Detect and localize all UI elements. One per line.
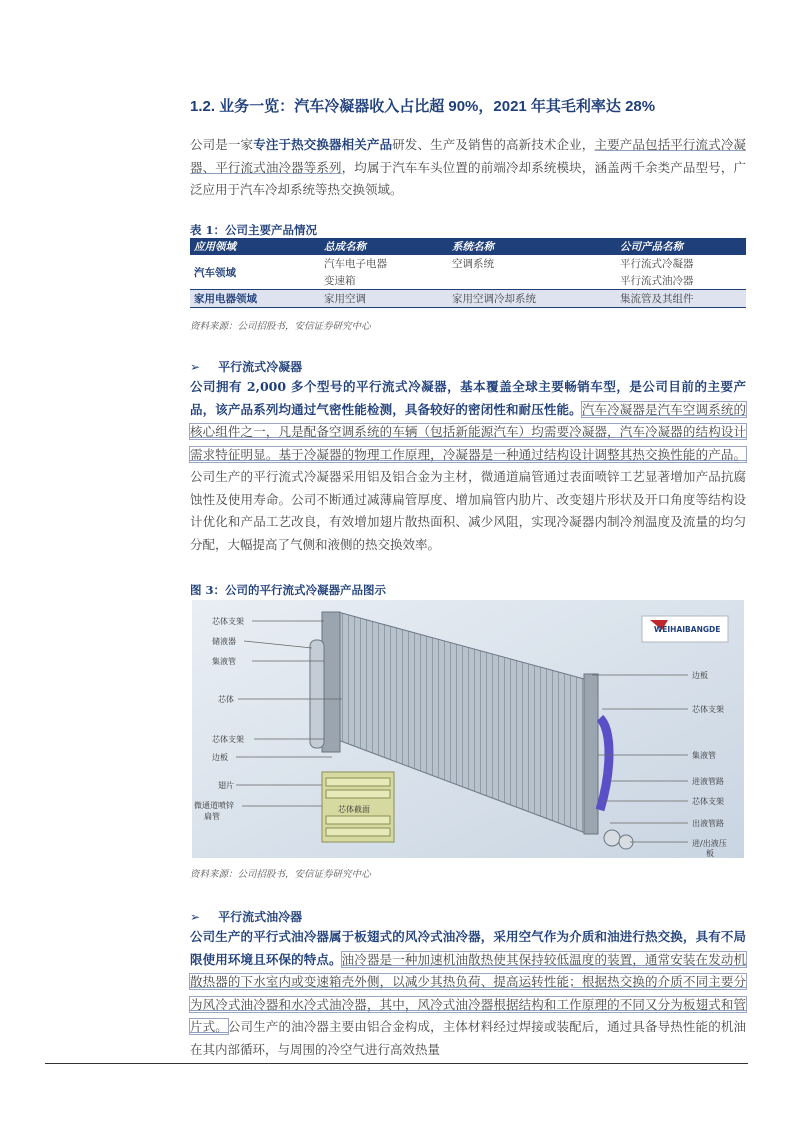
table-cell: 汽车电子电器 bbox=[324, 258, 387, 270]
label-right: 芯体支架 bbox=[692, 797, 724, 806]
section-title: 1.2. 业务一览：汽车冷凝器收入占比超 90%，2021 年其毛利率达 28% bbox=[190, 98, 656, 115]
table-header: 总成名称 bbox=[320, 238, 448, 255]
table-header: 系统名称 bbox=[448, 238, 616, 255]
condenser-paragraph bbox=[190, 376, 746, 556]
table-cell: 家用空调冷却系统 bbox=[448, 290, 616, 308]
table-header: 公司产品名称 bbox=[616, 238, 746, 255]
intro-underlined: 主要产品包括平行流式冷凝器、平行流式油冷器等系列 bbox=[190, 137, 746, 175]
condenser-bullet bbox=[190, 358, 302, 375]
table-header-row bbox=[190, 238, 746, 255]
label-left: 储液器 bbox=[212, 637, 236, 646]
condenser-figure bbox=[192, 600, 744, 858]
table-cell: 家用电器领域 bbox=[190, 290, 320, 308]
condenser-text: 公司生产的平行流式冷凝器采用铝及铝合金为主材，微通道扁管通过表面喷锌工艺显著增加产品抗腐蚀性及使用寿命。公司不断通过减薄扁管厚度、增加扁管内肋片、改变翅片形状及开口角度等结构设计优化和产品工艺改良，有效增加翅片散热面积、减少风阻，实现冷凝器内制冷剂温度及流量的均匀分配，大幅提高了气侧和液侧的热交换效率。 bbox=[190, 469, 746, 552]
table-cell: 家用空调 bbox=[320, 290, 448, 308]
table-row bbox=[190, 290, 746, 308]
brand-logo: WEIHAIBANGDE bbox=[654, 625, 721, 634]
table-row bbox=[190, 255, 746, 272]
table-cell: 平行流式油冷器 bbox=[620, 275, 694, 287]
label-right: 芯体支架 bbox=[692, 705, 724, 714]
intro-text: ，均属于汽车车头位置的前端冷却系统模块，涵盖两千余类产品型号，广泛应用于汽车冷却系统等热交换领域。 bbox=[190, 159, 746, 197]
product-table bbox=[190, 238, 746, 308]
intro-text: 研发、生产及销售的高新技术企业， bbox=[392, 137, 595, 152]
label-left: 扁管 bbox=[204, 812, 220, 821]
label-left: 芯体支架 bbox=[212, 735, 244, 744]
leader-lines bbox=[192, 600, 744, 858]
bullet-arrow-icon: ➢ bbox=[190, 910, 201, 924]
table-caption: 表 1：公司主要产品情况 bbox=[190, 223, 318, 237]
bullet-label: 平行流式冷凝器 bbox=[218, 360, 303, 374]
oilcooler-paragraph bbox=[190, 926, 746, 1061]
label-left: 翅片 bbox=[218, 781, 234, 790]
footer-divider bbox=[45, 1063, 748, 1064]
table-cell: 汽车领域 bbox=[194, 266, 236, 279]
oilcooler-text: 公司生产的油冷器主要由铝合金构成，主体材料经过焊接或装配后，通过具备导热性能的机油在其内部循环，与周围的冷空气进行高效热量 bbox=[190, 1019, 746, 1057]
label-left: 边板 bbox=[212, 753, 228, 762]
intro-text: 公司是一家 bbox=[190, 137, 254, 152]
label-left: 芯体 bbox=[218, 695, 234, 704]
table-cell bbox=[448, 272, 616, 290]
table-header: 应用领域 bbox=[190, 238, 320, 255]
oilcooler-bold: 公司生产的平行式油冷器属于板翅式的风冷式油冷器，采用空气作为介质和油进行热交换，具有不局限使用环境且环保的特点。 bbox=[190, 929, 746, 967]
bullet-label: 平行流式油冷器 bbox=[218, 910, 303, 924]
label-right: 进液管路 bbox=[692, 777, 724, 786]
figure-caption: 图 3：公司的平行流式冷凝器产品图示 bbox=[190, 583, 387, 597]
oilcooler-boxed: 油冷器是一种加速机油散热使其保持较低温度的装置，通常安装在发动机散热器的下水室内或变速箱壳外侧，以减少其热负荷、提高运转性能；根据热交换的介质不同主要分为风冷式油冷器和水冷式油冷器，其中，风冷式油冷器根据结构和工作原理的不同又分为板翅式和管片式。 bbox=[190, 951, 746, 1034]
table-cell: 集流管及其组件 bbox=[616, 290, 746, 308]
intro-paragraph bbox=[190, 134, 746, 202]
label-right: 集液管 bbox=[692, 751, 716, 760]
label-left: 集液管 bbox=[212, 657, 236, 666]
condenser-boxed: 汽车冷凝器是汽车空调系统的核心组件之一，凡是配备空调系统的车辆（包括新能源汽车）均需要冷凝器，汽车冷凝器的结构设计需求特征明显。基于冷凝器的物理工作原理，冷凝器是一种通过结构设计调整其热交换性能的产品。 bbox=[190, 401, 746, 462]
label-right: 边板 bbox=[692, 671, 708, 680]
table-cell: 变速箱 bbox=[324, 275, 356, 287]
table-source: 资料来源：公司招股书，安信证券研究中心 bbox=[190, 321, 371, 332]
label-left: 微通道喷锌 bbox=[194, 801, 234, 810]
label-right: 板 bbox=[706, 849, 714, 858]
condenser-bold: 公司拥有 2,000 多个型号的平行流式冷凝器，基本覆盖全球主要畅销车型，是公司目前的主要产品，该产品系列均通过气密性能检测，具备较好的密闭性和耐压性能。 bbox=[190, 379, 746, 417]
label-right: 出液管路 bbox=[692, 819, 724, 828]
label-left: 芯体支架 bbox=[212, 617, 244, 626]
table-cell: 平行流式冷凝器 bbox=[620, 258, 694, 270]
intro-bold: 专注于热交换器相关产品 bbox=[253, 137, 393, 152]
oilcooler-bullet bbox=[190, 908, 302, 925]
inset-label: 芯体截面 bbox=[338, 805, 370, 814]
bullet-arrow-icon: ➢ bbox=[190, 360, 201, 374]
table-cell: 空调系统 bbox=[452, 258, 494, 270]
figure-source: 资料来源：公司招股书，安信证券研究中心 bbox=[190, 869, 371, 880]
label-right: 进/出液压 bbox=[692, 839, 727, 848]
